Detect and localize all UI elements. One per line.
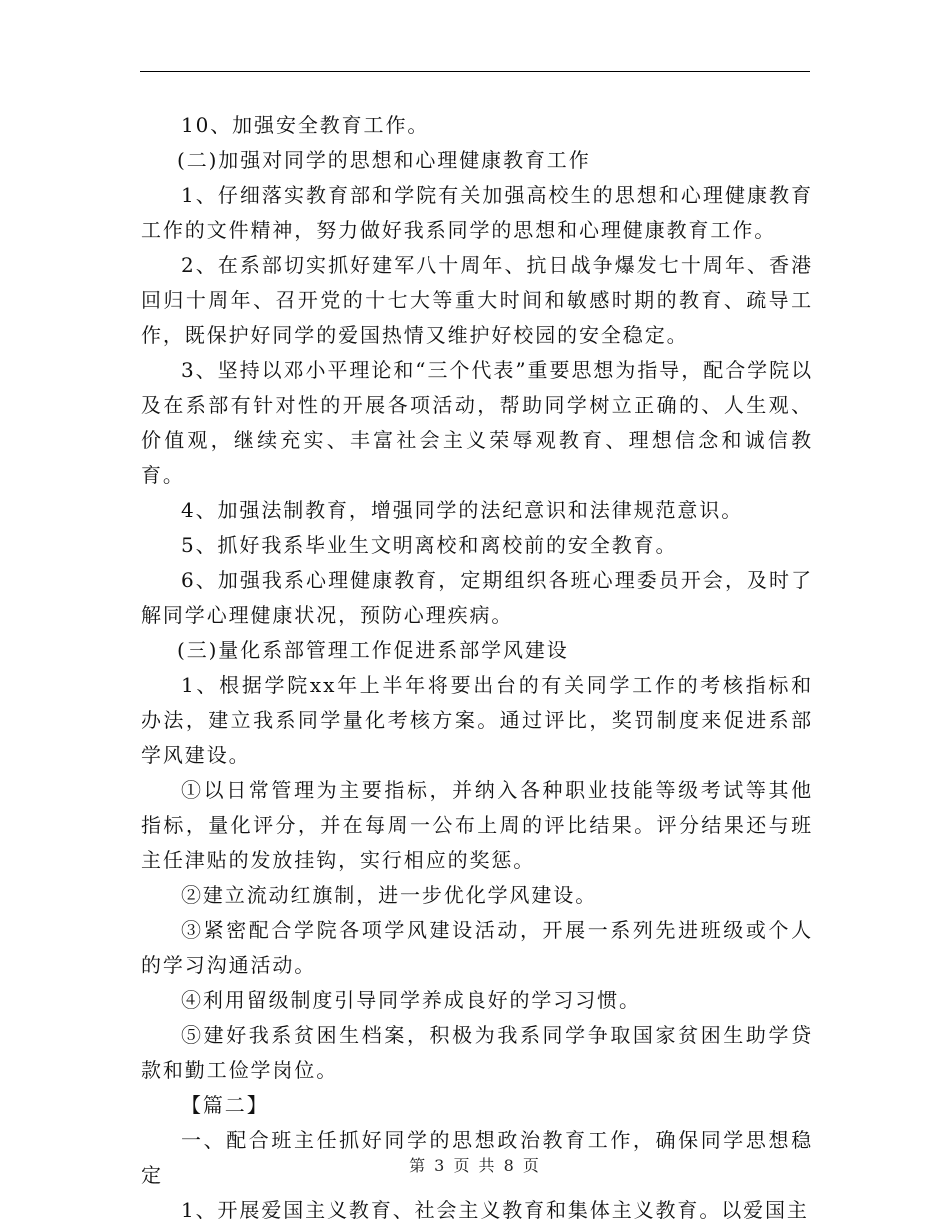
list-item-circled-1: ①以日常管理为主要指标，并纳入各种职业技能等级考试等其他指标，量化评分，并在每周一公布上周的评比结果。评分结果还与班主任津贴的发放挂钩，实行相应的奖惩。 — [141, 778, 813, 872]
section-heading-3: (三)量化系部管理工作促进系部学风建设 — [177, 638, 569, 662]
paragraph-2-3: 3、坚持以邓小平理论和“三个代表”重要思想为指导，配合学院以及在系部有针对性的开展各项活动，帮助同学树立正确的、人生观、价值观，继续充实、丰富社会主义荣辱观教育、理想信念和诚信教育。 — [141, 358, 813, 487]
paragraph-2-6: 6、加强我系心理健康教育，定期组织各班心理委员开会，及时了解同学心理健康状况，预防心理疾病。 — [141, 568, 813, 627]
paragraph-2-2: 2、在系部切实抓好建军八十周年、抗日战争爆发七十周年、香港回归十周年、召开党的十七大等重大时间和敏感时期的教育、疏导工作，既保护好同学的爱国热情又维护好校园的安全稳定。 — [141, 253, 813, 347]
part-2-paragraph-1: 1、开展爱国主义教育、社会主义教育和集体主义教育。以爱国主 — [181, 1198, 809, 1222]
list-item-circled-5: ⑤建好我系贫困生档案，积极为我系同学争取国家贫困生助学贷款和勤工俭学岗位。 — [141, 1023, 813, 1082]
header-rule — [140, 71, 810, 72]
list-item-circled-4: ④利用留级制度引导同学养成良好的学习习惯。 — [181, 988, 641, 1012]
paragraph-2-1: 1、仔细落实教育部和学院有关加强高校生的思想和心理健康教育工作的文件精神，努力做好我系同学的思想和心理健康教育工作。 — [141, 183, 813, 242]
paragraph-2-5: 5、抓好我系毕业生文明离校和离校前的安全教育。 — [181, 533, 678, 557]
list-item-circled-2: ②建立流动红旗制，进一步优化学风建设。 — [181, 883, 598, 907]
section-heading-2: (二)加强对同学的思想和心理健康教育工作 — [177, 148, 591, 172]
part-2-heading-1: 一、配合班主任抓好同学的思想政治教育工作，确保同学思想稳定 — [141, 1128, 813, 1187]
paragraph-3-1: 1、根据学院xx年上半年将要出台的有关同学工作的考核指标和办法，建立我系同学量化考核方案。通过评比，奖罚制度来促进系部学风建设。 — [141, 673, 813, 767]
paragraph-2-4: 4、加强法制教育，增强同学的法纪意识和法律规范意识。 — [181, 498, 744, 522]
document-body — [141, 108, 813, 1228]
list-item-circled-3: ③紧密配合学院各项学风建设活动，开展一系列先进班级或个人的学习沟通活动。 — [141, 918, 813, 977]
page-number: 第 3 页 共 8 页 — [409, 1156, 541, 1175]
paragraph-safety-education: 10、加强安全教育工作。 — [181, 113, 430, 137]
part-heading-2: 【篇二】 — [181, 1093, 269, 1117]
